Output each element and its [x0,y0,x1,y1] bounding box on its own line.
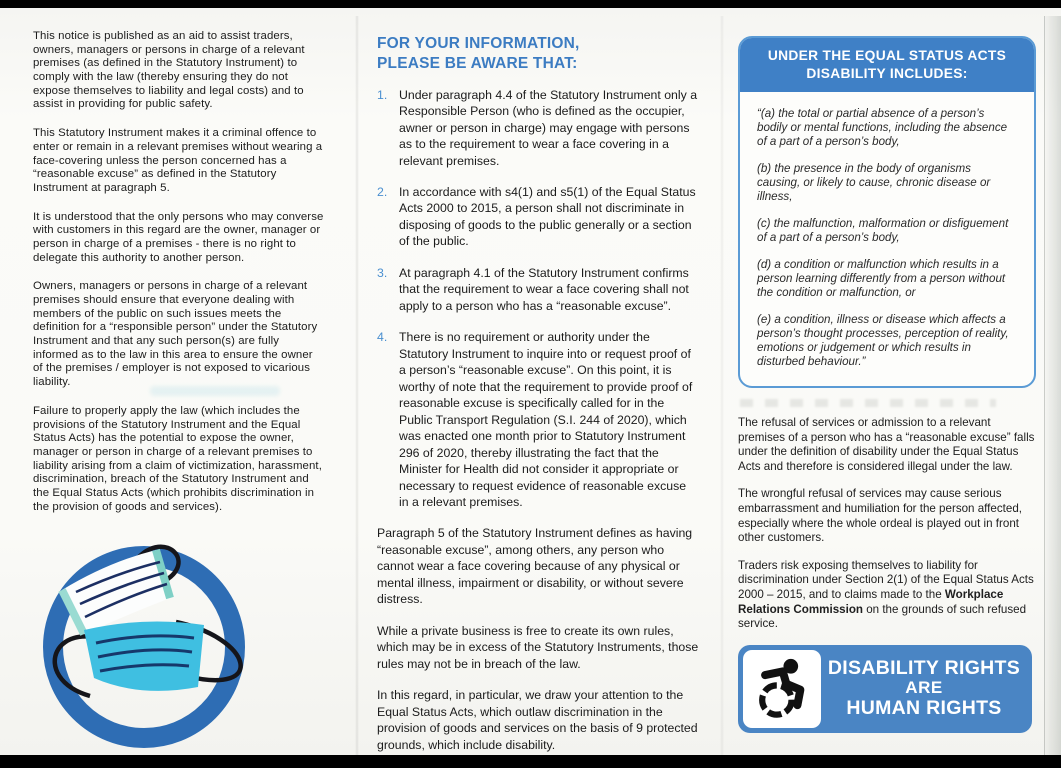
rights-paragraph: The wrongful refusal of services may cause serious embarrassment and humiliation for the person affected, especially where the whole ordeal is played out in front other customers. [738,487,1022,545]
numbered-item [377,184,699,250]
fold-crease [720,16,724,763]
disability-clause-a: “(a) the total or partial absence of a person’s bodily or mental functions, including the absence of a part of a person’s body, [757,106,1008,148]
info-heading-line1: FOR YOUR INFORMATION, [377,35,580,52]
notice-paragraph: This Statutory Instrument makes it a criminal offence to enter or remain in a relevant premises without wearing a face-covering unless the person concerned has a “reasonable excuse” as defined in the Statutory Instrument at paragraph 5. [33,127,323,194]
traders-pre: Traders risk exposing themselves to liability for discrimination under Section 2(1) of the Equal Status Acts 2000 – 2015, and to claims made to the [738,558,1034,602]
accessibility-icon [749,656,815,722]
banner-line2: ARE [905,678,943,698]
info-heading [377,34,699,74]
middle-column [377,34,699,768]
disability-clause-b: (b) the presence in the body of organisms causing, or likely to cause, chronic disease or illness, [757,161,991,203]
item-text: At paragraph 4.1 of the Statutory Instrument confirms that the requirement to wear a face covering shall not apply to a person who has a “reasonable excuse”. [399,265,689,313]
info-paragraph: Paragraph 5 of the Statutory Instrument defines as having “reasonable excuse”, among others, any person who cannot wear a face covering because of any physical or mental illness, impairment or disability, or without severe distress. [377,526,693,607]
traders-post: on the grounds of such refused service. [738,602,1027,631]
disability-box-header: UNDER THE EQUAL STATUS ACTS DISABILITY INCLUDES: [740,38,1034,92]
scanned-leaflet-page [0,8,1061,755]
numbered-item [377,265,699,314]
item-number: 1. [377,87,388,102]
rights-paragraph: The refusal of services or admission to a relevant premises of a person who has a “reasonable excuse” falls under the definition of disability under the Equal Status Acts and therefore is considered illegal under the law. [738,416,1035,473]
info-paragraph: In this regard, in particular, we draw your attention to the Equal Status Acts, which outlaw discrimination in the provision of goods and services on the basis of 9 protected grounds, which include disability. [377,688,698,752]
info-paragraph: While a private business is free to create its own rules, which may be in excess of the Statutory Instruments, those rules may not be in breach of the law. [377,623,699,671]
left-column [33,30,325,529]
accessibility-icon-box [743,650,821,728]
face-masks-in-blue-circle-icon [28,526,263,758]
notice-paragraph: Failure to properly apply the law (which includes the provisions of the Statutory Instrument and the Equal Status Acts) has the potential to expose the owner, manager or person in charge of a relevant premises to liability arising from a claim of victimization, harassment, discrimination, breach of the Statutory Instrument and the Equal Status Acts (which prohibits discrimination in the provision of goods and services). [33,404,322,513]
disability-rights-banner [738,645,1032,733]
notice-paragraph: This notice is published as an aid to assist traders, owners, managers or persons in charge of a relevant premises (as defined in the Statutory Instrument) to comply with the law (thereby ensuring they do not expose themselves to liability and legal costs) and to assist in providing for public safety. [33,30,305,111]
right-column [738,36,1036,733]
banner-line3: HUMAN RIGHTS [846,697,1002,720]
item-number: 4. [377,330,388,345]
workplace-relations-commission: Workplace Relations Commission [738,588,1004,616]
notice-paragraph: It is understood that the only persons who may converse with customers in this regard are the owner, manager or person in charge of a premises - there is no right to delegate this authority to another person. [33,210,324,264]
banner-text [821,650,1027,728]
page-edge-shadow [1044,16,1061,763]
banner-line1: DISABILITY RIGHTS [827,657,1021,680]
notice-paragraph: Owners, managers or persons in charge of a relevant premises should ensure that everyone dealing with members of the public on such issues meets the definition for a “responsible person” under the Statutory Instrument and that any such person(s) are fully informed as to the law in this area to ensure the owner of the premises / employer is not exposed to vicarious liability. [33,280,318,389]
item-text: There is no requirement or authority under the Statutory Instrument to inquire into or request proof of a person’s “reasonable excuse”. On this point, it is worthy of note that the requirement to provide proof of reasonable excuse is specifically called for in the Public Transport Regulation (S.I. 244 of 2020), which was enacted one month prior to Statutory Instrument 296 of 2020, thereby illustrating the fact that the Minister for Health did not consider it appropriate or necessary to request evidence of reasonable excuse in a relevant premises. [399,330,693,509]
traders-paragraph [738,559,1036,632]
numbered-item [377,87,699,169]
print-artifact [740,399,996,407]
scanner-bezel-bottom [0,755,1061,768]
item-number: 3. [377,265,388,280]
scanner-bezel-top [0,0,1061,8]
disability-clause-d: (d) a condition or malfunction which results in a person learning differently from a person without the condition or malfunction, or [757,257,1006,299]
face-masks-illustration [28,526,263,758]
disability-clause-c: (c) the malfunction, malformation or disfiguement of a part of a person’s body, [757,216,1009,244]
item-text: Under paragraph 4.4 of the Statutory Instrument only a Responsible Person (who is defined as the occupier, awner or person in charge) may engage with persons as to the requirement to wear a face covering in a relevant premises. [399,87,698,168]
fold-crease [355,16,359,763]
numbered-item [377,329,699,510]
disability-definition-box [738,36,1036,388]
item-number: 2. [377,185,388,199]
disability-box-body [740,92,1034,386]
item-text: In accordance with s4(1) and s5(1) of the Equal Status Acts 2000 to 2015, a person shall not discriminate in disposing of goods to the public generally or a section of the public. [399,185,696,249]
disability-clause-e: (e) a condition, illness or disease which affects a person’s thought processes, perception of reality, emotions or judgement or which results in disturbed behaviour.” [757,313,1009,369]
info-heading-line2: PLEASE BE AWARE THAT: [377,54,578,72]
